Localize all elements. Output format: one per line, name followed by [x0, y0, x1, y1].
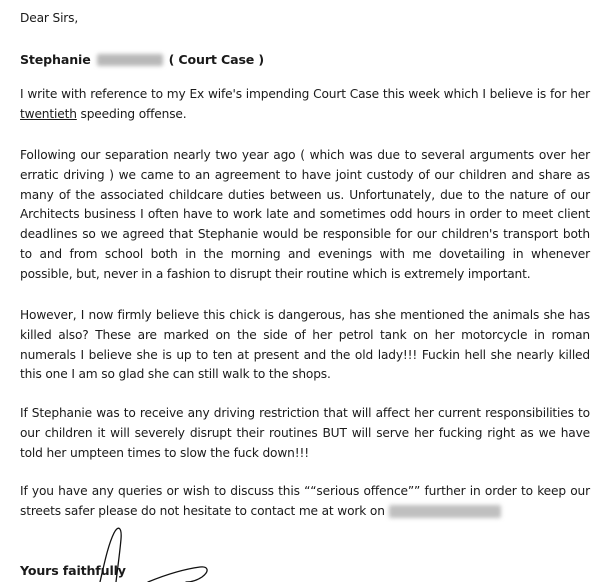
redacted-phone-number	[389, 505, 501, 518]
redacted-surname	[97, 54, 163, 66]
paragraph-intro-start: I write with reference to my Ex wife's impending Court Case this week which I believe is for her	[20, 87, 590, 101]
subject-suffix: ( Court Case )	[168, 52, 265, 67]
paragraph-restriction: If Stephanie was to receive any driving restriction that will affect her current responsibilities to our children it will severely disrupt their routines BUT will serve her fucking right as we have told her umpteen times to slow the fuck down!!!	[20, 406, 590, 460]
paragraph-contact	[20, 482, 590, 522]
paragraph-concern: However, I now firmly believe this chick is dangerous, has she mentioned the animals she has killed also? These are marked on the side of her petrol tank on her motorcycle in roman numerals I believe she is up to ten at present and the old lady!!! Fuckin hell she nearly killed this one I am so glad she can still walk to the shops.	[20, 308, 590, 382]
paragraph-background: Following our separation nearly two year ago ( which was due to several arguments over her erratic driving ) we came to an agreement to have joint custody of our children and share as many of the associated childcare duties between us. Unfortunately, due to the nature of our Architects business I often have to work late and sometimes odd hours in order to meet client deadlines so we agreed that Stephanie would be responsible for our children's transport both to and from school both in the morning and evenings with me dovetailing in whenever possible, but, never in a fashion to disrupt their routine which is extremely important.	[20, 148, 590, 281]
underlined-word: twentieth	[20, 106, 77, 121]
subject-first-name: Stephanie	[20, 52, 91, 67]
closing: Yours faithfully	[20, 563, 126, 578]
paragraph-intro-end: speeding offense.	[76, 106, 187, 121]
paragraph-intro	[20, 85, 590, 125]
salutation: Dear Sirs,	[20, 11, 79, 25]
subject-line	[20, 50, 264, 70]
paragraph-contact-text: If you have any queries or wish to discuss this ““serious offence”” further in order to keep our streets safer please do not hesitate to contact me at work on	[20, 484, 590, 518]
